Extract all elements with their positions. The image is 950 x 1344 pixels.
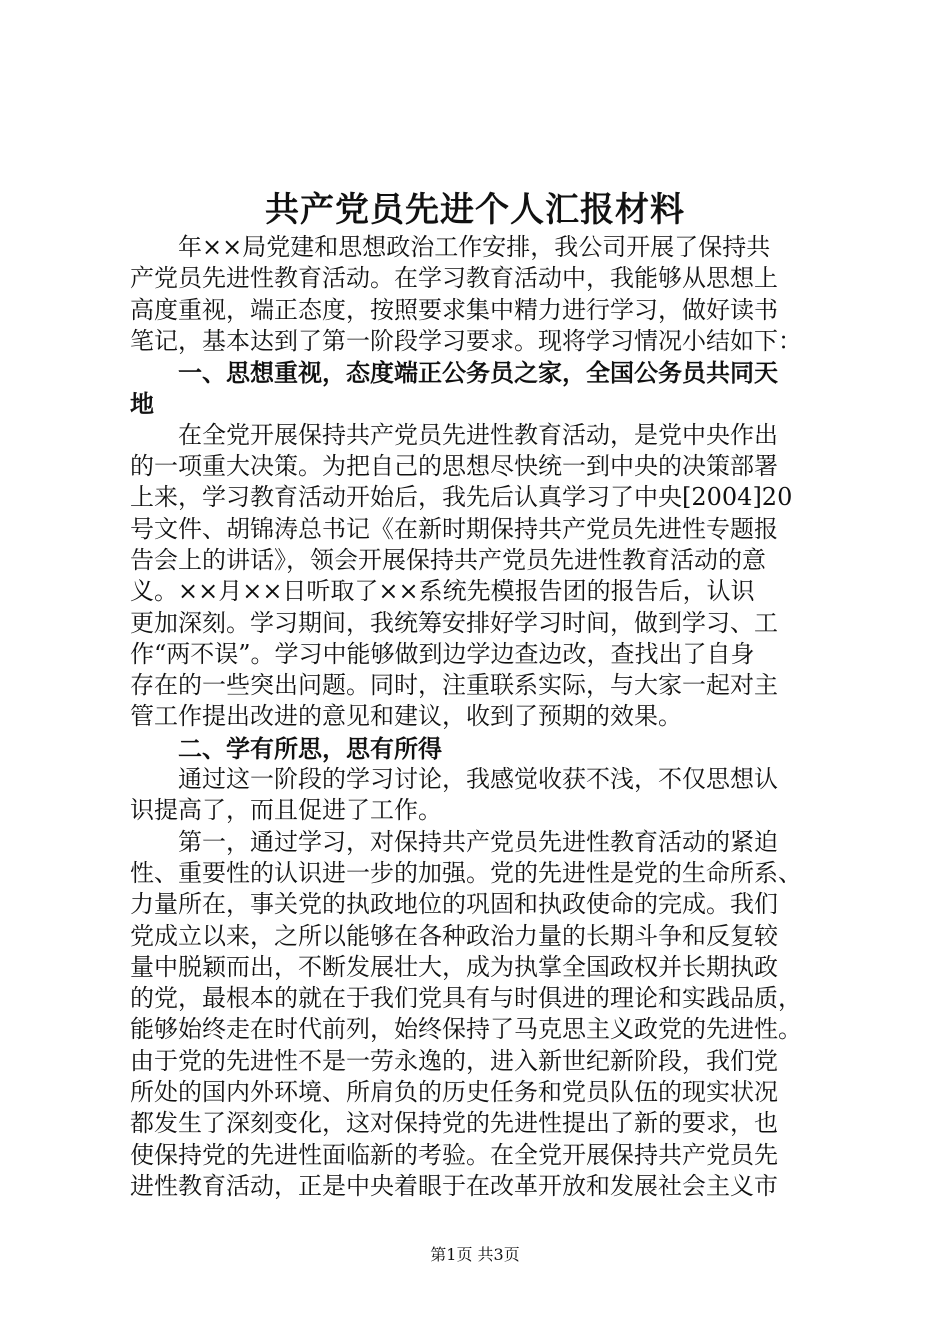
text-line: 的党，最根本的就在于我们党具有与时俱进的理论和实践品质， (130, 984, 802, 1013)
text-line: 党成立以来，之所以能够在各种政治力量的长期斗争和反复较 (130, 921, 778, 950)
text-line: 高度重视，端正态度，按照要求集中精力进行学习，做好读书 (130, 295, 778, 324)
text-line: 第一，通过学习，对保持共产党员先进性教育活动的紧迫 (130, 827, 778, 856)
text-line: 义。××月××日听取了××系统先模报告团的报告后，认识 (130, 577, 755, 606)
text-line: 产党员先进性教育活动。在学习教育活动中，我能够从思想上 (130, 264, 778, 293)
text-line: 所处的国内外环境、所肩负的历史任务和党员队伍的现实状况 (130, 1078, 778, 1107)
text-line: 能够始终走在时代前列，始终保持了马克思主义政党的先进性。 (130, 1015, 802, 1044)
page-footer: 第1页 共3页 (430, 1245, 520, 1264)
text-line: 上来，学习教育活动开始后，我先后认真学习了中央[2004]20 (130, 483, 793, 512)
text-line: 年××局党建和思想政治工作安排，我公司开展了保持共 (130, 233, 771, 261)
text-line: 的一项重大决策。为把自己的思想尽快统一到中央的决策部署 (130, 452, 778, 481)
text-line: 告会上的讲话》，领会开展保持共产党员先进性教育活动的意 (130, 545, 766, 574)
text-line: 存在的一些突出问题。同时，注重联系实际，与大家一起对主 (130, 671, 778, 700)
text-line: 由于党的先进性不是一劳永逸的，进入新世纪新阶段，我们党 (130, 1046, 778, 1075)
section-heading-line: 地 (130, 389, 154, 419)
section-heading-line: 一、思想重视，态度端正公务员之家，全国公务员共同天 (130, 358, 778, 388)
text-line: 都发生了深刻变化，这对保持党的先进性提出了新的要求，也 (130, 1109, 778, 1138)
text-line: 作“两不误”。学习中能够做到边学边查边改，查找出了自身 (130, 639, 755, 668)
text-line: 笔记，基本达到了第一阶段学习要求。现将学习情况小结如下： (130, 326, 802, 355)
text-line: 通过这一阶段的学习讨论，我感觉收获不浅，不仅思想认 (130, 765, 778, 794)
text-line: 力量所在，事关党的执政地位的巩固和执政使命的完成。我们 (130, 890, 778, 919)
text-line: 使保持党的先进性面临新的考验。在全党开展保持共产党员先 (130, 1140, 778, 1169)
text-line: 进性教育活动，正是中央着眼于在改革开放和发展社会主义市 (130, 1171, 778, 1200)
document-body (130, 232, 840, 1202)
text-line: 在全党开展保持共产党员先进性教育活动，是党中央作出 (130, 420, 778, 449)
section-heading-line: 二、学有所思，思有所得 (130, 733, 442, 763)
text-line: 更加深刻。学习期间，我统筹安排好学习时间，做到学习、工 (130, 608, 778, 637)
text-line: 量中脱颖而出，不断发展壮大，成为执掌全国政权并长期执政 (130, 952, 778, 981)
text-line: 管工作提出改进的意见和建议，收到了预期的效果。 (130, 702, 682, 731)
text-line: 性、重要性的认识进一步的加强。党的先进性是党的生命所系、 (130, 858, 802, 887)
text-line: 识提高了，而且促进了工作。 (130, 796, 442, 825)
text-line: 号文件、胡锦涛总书记《在新时期保持共产党员先进性专题报 (130, 514, 778, 543)
page-title: 共产党员先进个人汇报材料 (265, 190, 685, 230)
